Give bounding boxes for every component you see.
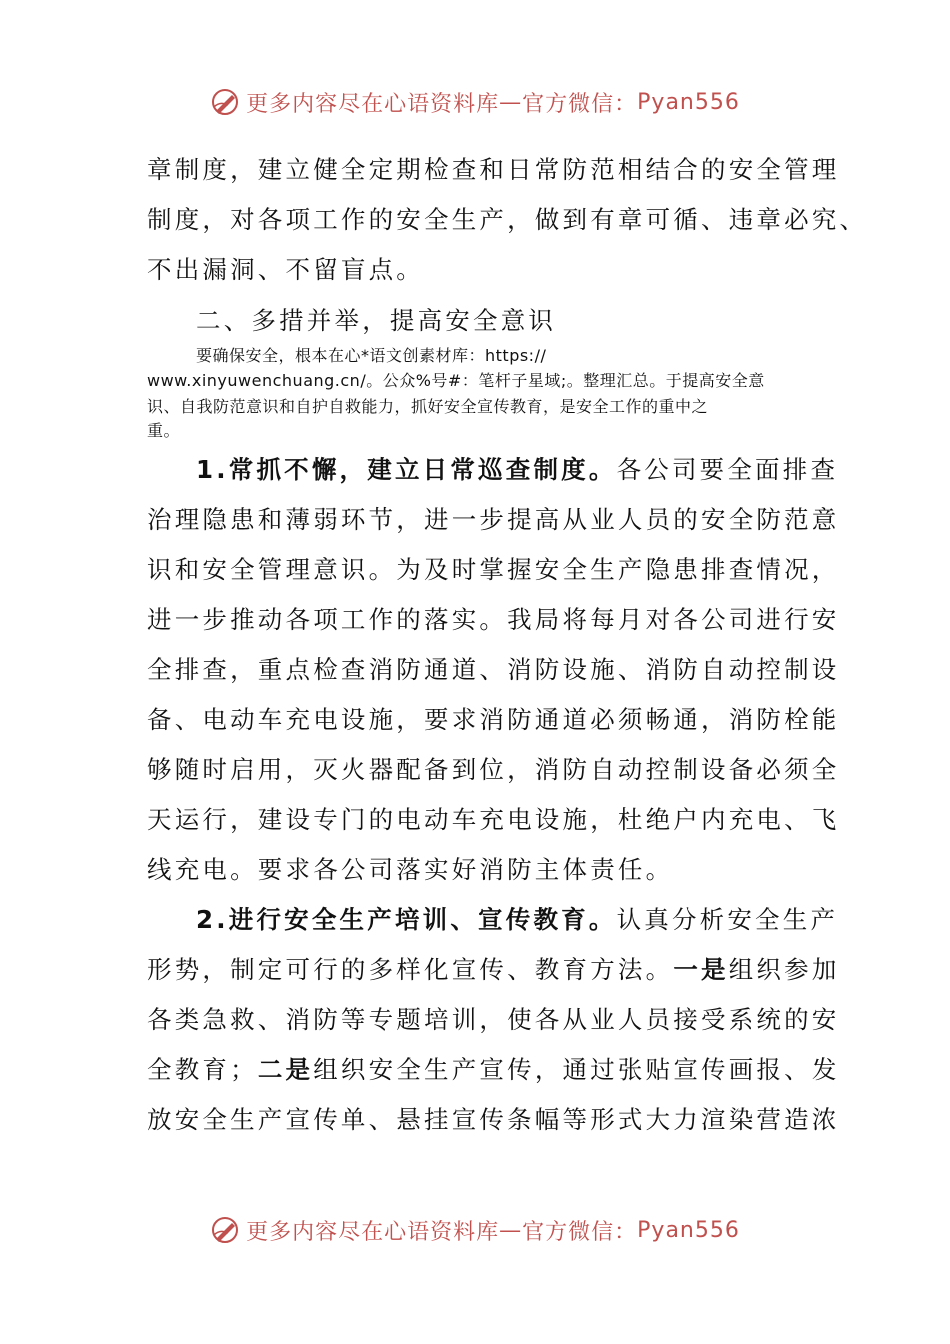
pen-logo-icon <box>210 1215 240 1245</box>
watermark-text: 更多内容尽在心语资料库 <box>246 1219 500 1245</box>
watermark-footer <box>0 1210 950 1250</box>
small-text-line: www.xinyuwenchuang.cn/。公众%号#：笔杆子星域;。整理汇总。于提高安全意 <box>147 371 765 390</box>
body-line: 线充电。要求各公司落实好消防主体责任。 <box>147 855 674 884</box>
body-line: 备、电动车充电设施，要求消防通道必须畅通，消防栓能 <box>147 705 840 734</box>
body-line: 识和安全管理意识。为及时掌握安全生产隐患排查情况， <box>147 555 840 584</box>
item2-heading: 2.进行安全生产培训、宣传教育。 <box>196 905 617 934</box>
body-line: 治理隐患和薄弱环节，进一步提高从业人员的安全防范意 <box>147 505 840 534</box>
watermark-text: 更多内容尽在心语资料库 <box>246 91 500 117</box>
body-line: 制度，对各项工作的安全生产，做到有章可循、违章必究、 <box>147 205 868 234</box>
section-heading: 二、多措并举，提高安全意识 <box>196 306 557 335</box>
item1-first-line <box>196 445 856 495</box>
item1-heading: 1.常抓不懈，建立日常巡查制度。 <box>196 455 617 484</box>
body-line: 放安全生产宣传单、悬挂宣传条幅等形式大力渲染营造浓 <box>147 1105 840 1134</box>
watermark-wechat-id: Pyan556 <box>637 1217 740 1243</box>
small-text-line: 要确保安全，根本在心*语文创素材库：https:// <box>196 346 547 365</box>
watermark-header <box>0 82 950 122</box>
body-line: 全排查，重点检查消防通道、消防设施、消防自动控制设 <box>147 655 840 684</box>
body-line: 章制度，建立健全定期检查和日常防范相结合的安全管理 <box>147 155 840 184</box>
small-text-line: 重。 <box>147 421 181 440</box>
first-label: 一是 <box>673 955 729 984</box>
body-line: 进一步推动各项工作的落实。我局将每月对各公司进行安 <box>147 605 840 634</box>
watermark-separator: — <box>499 89 523 115</box>
body-line: 够随时启用，灭火器配备到位，消防自动控制设备必须全 <box>147 755 840 784</box>
watermark-separator: — <box>499 1217 523 1243</box>
second-label: 二是 <box>257 1055 314 1084</box>
item2-line <box>147 1045 840 1095</box>
body-line: 不出漏洞、不留盲点。 <box>147 255 424 284</box>
watermark-wechat-label: 官方微信： <box>522 91 638 117</box>
item2-line <box>147 945 840 995</box>
item2-text: 组织参加 <box>728 955 840 984</box>
pen-logo-icon <box>210 87 240 117</box>
body-line: 各类急救、消防等专题培训，使各从业人员接受系统的安 <box>147 1005 840 1034</box>
item2-first-line <box>196 895 856 945</box>
item2-text: 全教育； <box>147 1055 258 1084</box>
body-line: 天运行，建设专门的电动车充电设施，杜绝户内充电、飞 <box>147 805 840 834</box>
small-text-line: 识、自我防范意识和自护自救能力，抓好安全宣传教育，是安全工作的重中之 <box>147 397 709 416</box>
item2-text: 组织安全生产宣传，通过张贴宣传画报、发 <box>313 1055 840 1084</box>
watermark-wechat-label: 官方微信： <box>522 1219 638 1245</box>
watermark-wechat-id: Pyan556 <box>637 89 740 115</box>
item2-text: 认真分析安全生产 <box>616 905 839 934</box>
item1-text: 各公司要全面排查 <box>616 455 839 484</box>
item2-text: 形势，制定可行的多样化宣传、教育方法。 <box>147 955 674 984</box>
